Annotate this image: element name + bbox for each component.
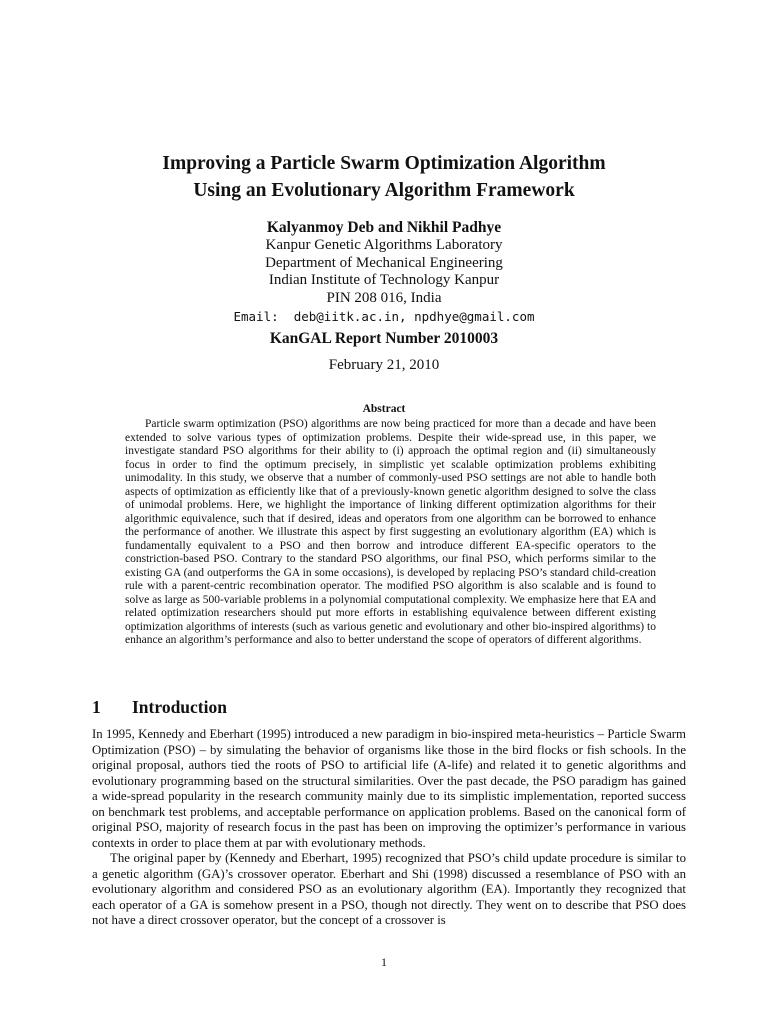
title-line-2: Using an Evolutionary Algorithm Framework <box>193 180 575 201</box>
page-number: 1 <box>381 955 387 969</box>
paragraph-1: In 1995, Kennedy and Eberhart (1995) introduced a new paradigm in bio-inspired meta-heuristics – Particle Swarm Optimization (PSO) – by simulating the behavior of organisms like those in the bird flocks or fish schools. In the original proposal, authors tied the roots of PSO to artificial life (A-life) and related it to genetic algorithms and evolutionary programming based on the structural similarities. Over the past decade, the PSO paradigm has gained a wide-spread popularity in the research community mainly due to its simplistic implementation, reported success on benchmark test problems, and acceptable performance on application problems. Based on the canonical form of original PSO, majority of research focus in the past has been on improving the optimizer’s performance in various contexts in order to place them at par with evolutionary methods. <box>92 727 686 850</box>
affiliation-lab: Kanpur Genetic Algorithms Laboratory <box>265 237 503 253</box>
email-addresses: deb@iitk.ac.in, npdhye@gmail.com <box>293 309 535 324</box>
email-label: Email: <box>233 309 279 324</box>
body-text <box>92 727 686 929</box>
paragraph-2: The original paper by (Kennedy and Eberhart, 1995) recognized that PSO’s child update procedure is similar to a genetic algorithm (GA)’s crossover operator. Eberhart and Shi (1998) discussed a resemblance of PSO with an evolutionary algorithm and considered PSO as an evolutionary algorithm (EA). Importantly they recognized that each operator of a GA is somehow present in a PSO, though not directly. They went on to describe that PSO does not have a direct crossover operator, but the concept of a crossover is <box>92 851 686 927</box>
abstract-text: Particle swarm optimization (PSO) algorithms are now being practiced for more than a decade and have been extended to solve various types of optimization problems. Despite their wide-spread use, in this paper, we investigate standard PSO algorithms for their ability to (i) approach the optimal region and (ii) simultaneously focus in order to find the optimum precisely, in simplistic yet scalable optimization problems exhibiting unimodality. In this study, we observe that a number of commonly-used PSO settings are not able to handle both aspects of optimization as efficiently like that of a previously-known genetic algorithm designed to solve the class of unimodal problems. Here, we highlight the importance of linking different optimization algorithms for their algorithmic equivalence, such that if desired, ideas and operators from one algorithm can be borrowed to enhance the performance of another. We illustrate this aspect by first suggesting an evolutionary algorithm (EA) which is fundamentally equivalent to a PSO and then borrow and introduce different EA-specific operators to the constriction-based PSO. Contrary to the standard PSO algorithms, our final PSO, which performs similar to the existing GA (and outperforms the GA in some occasions), is developed by replacing PSO’s standard child-creation rule with a parent-centric recombination operator. The modified PSO algorithm is also scalable and is found to solve as large as 500-variable problems in a polynomial computational complexity. We emphasize here that EA and related optimization researchers should put more efforts in establishing equivalence between different existing optimization algorithms of interests (such as various genetic and evolutionary and other bio-inspired algorithms) to enhance an algorithm’s performance and also to better understand the scope of operators of different algorithms. <box>125 418 656 646</box>
section-number: 1 <box>92 697 101 717</box>
affiliation-department: Department of Mechanical Engineering <box>265 254 503 271</box>
author-block <box>60 218 708 326</box>
author-email <box>60 308 708 326</box>
report-number: KanGAL Report Number 2010003 <box>269 330 499 347</box>
author-names: Kalyanmoy Deb and Nikhil Padhye <box>266 219 502 236</box>
abstract-heading: Abstract <box>362 403 406 415</box>
paper-date: February 21, 2010 <box>328 357 440 373</box>
affiliation-institute: Indian Institute of Technology Kanpur <box>268 272 500 288</box>
section-title: Introduction <box>132 697 227 717</box>
title-line-1: Improving a Particle Swarm Optimization Algorithm <box>162 153 606 174</box>
affiliation-pin: PIN 208 016, India <box>326 289 442 306</box>
section-heading <box>92 697 692 718</box>
paper-title <box>60 150 708 204</box>
